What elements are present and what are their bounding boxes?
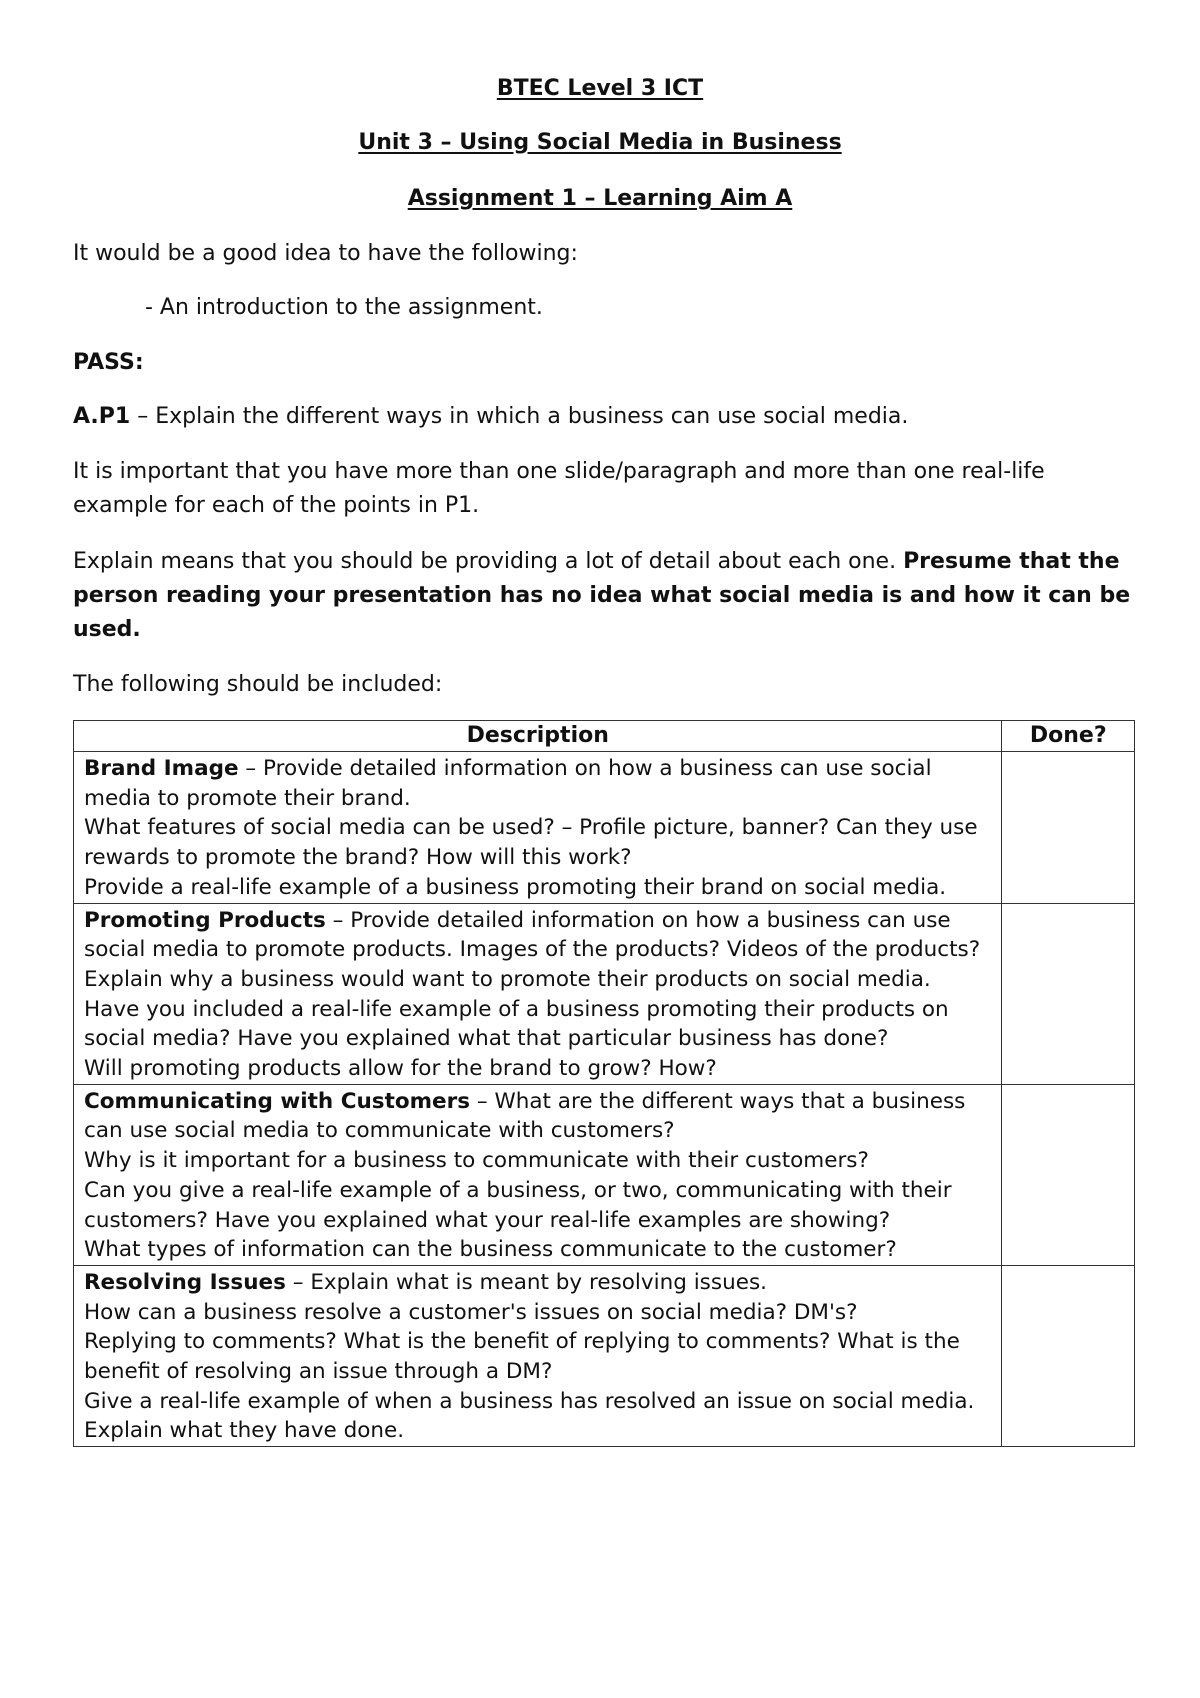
row-line: Explain why a business would want to promote their products on social media.	[84, 966, 931, 992]
explain-note	[73, 545, 1133, 647]
row-line: Provide a real-life example of a business promoting their brand on social media.	[84, 874, 947, 900]
row-first-line	[84, 754, 995, 813]
row-line: Why is it important for a business to communicate with their customers?	[84, 1148, 869, 1174]
pass-heading-text: PASS:	[73, 350, 144, 375]
criterion-code: A.P1	[73, 404, 131, 429]
row-line: Will promoting products allow for the brand to grow? How?	[84, 1056, 717, 1082]
explain-normal: Explain means that you should be providing a lot of detail about each one.	[73, 549, 904, 574]
criterion-text: – Explain the different ways in which a business can use social media.	[130, 404, 909, 429]
intro-lead: It would be a good idea to have the following:	[73, 241, 578, 266]
row-line: Have you included a real-life example of a business promoting their products on social media? Have you explained what that particular business has done?	[84, 996, 949, 1052]
description-cell	[74, 903, 1002, 1084]
done-cell[interactable]	[1002, 1265, 1135, 1446]
row-line: What features of social media can be used? – Profile picture, banner? Can they use rewards to promote the brand? How will this work?	[84, 815, 978, 871]
explain-bold: Presume that the person reading your presentation has no idea what social media is and how it can be used.	[73, 549, 1131, 642]
criterion-ap1	[73, 400, 1133, 434]
row-first-line	[84, 1268, 995, 1298]
row-first-line	[84, 906, 995, 965]
row-line: Can you give a real-life example of a business, or two, communicating with their customers? Have you explained what your real-life examples are showing?	[84, 1177, 952, 1233]
pass-heading	[73, 346, 1133, 380]
description-cell	[74, 1265, 1002, 1446]
description-cell	[74, 752, 1002, 904]
description-header: Description	[74, 721, 1002, 752]
table-row	[74, 1084, 1135, 1265]
course-title: BTEC Level 3 ICT	[496, 76, 704, 101]
done-cell[interactable]	[1002, 1084, 1135, 1265]
table-row	[74, 903, 1135, 1084]
row-title: Resolving Issues	[84, 1269, 286, 1295]
important-note: It is important that you have more than one slide/paragraph and more than one real-life example for each of the points in P1.	[73, 459, 1045, 518]
done-header: Done?	[1002, 721, 1135, 752]
row-first-text: – What are the different ways that a business can use social media to communicate with customers?	[84, 1088, 966, 1144]
row-line: How can a business resolve a customer's issues on social media? DM's?	[84, 1299, 858, 1325]
description-cell	[74, 1084, 1002, 1265]
row-title: Promoting Products	[84, 907, 326, 933]
row-title: Communicating with Customers	[84, 1088, 471, 1114]
table-header-row	[74, 721, 1135, 752]
included-lead: The following should be included:	[73, 672, 443, 697]
done-cell[interactable]	[1002, 903, 1135, 1084]
table-row	[74, 1265, 1135, 1446]
done-cell[interactable]	[1002, 752, 1135, 904]
intro-bullet: - An introduction to the assignment.	[145, 295, 543, 320]
row-first-text: – Explain what is meant by resolving issues.	[285, 1269, 767, 1295]
row-line: What types of information can the business communicate to the customer?	[84, 1237, 897, 1263]
row-first-line	[84, 1087, 995, 1146]
row-first-text: – Provide detailed information on how a business can use social media to promote products. Images of the products? Videos of the products?	[84, 907, 981, 963]
row-line: Replying to comments? What is the benefit of replying to comments? What is the benefit of resolving an issue through a DM?	[84, 1329, 960, 1385]
assignment-title: Assignment 1 – Learning Aim A	[407, 186, 793, 211]
unit-title: Unit 3 – Using Social Media in Business	[358, 130, 842, 155]
table-row	[74, 752, 1135, 904]
criteria-table	[73, 720, 1135, 1447]
row-line: Give a real-life example of when a business has resolved an issue on social media. Explain what they have done.	[84, 1388, 975, 1444]
row-title: Brand Image	[84, 756, 239, 781]
row-first-text: – Provide detailed information on how a business can use social media to promote their brand.	[84, 756, 932, 811]
